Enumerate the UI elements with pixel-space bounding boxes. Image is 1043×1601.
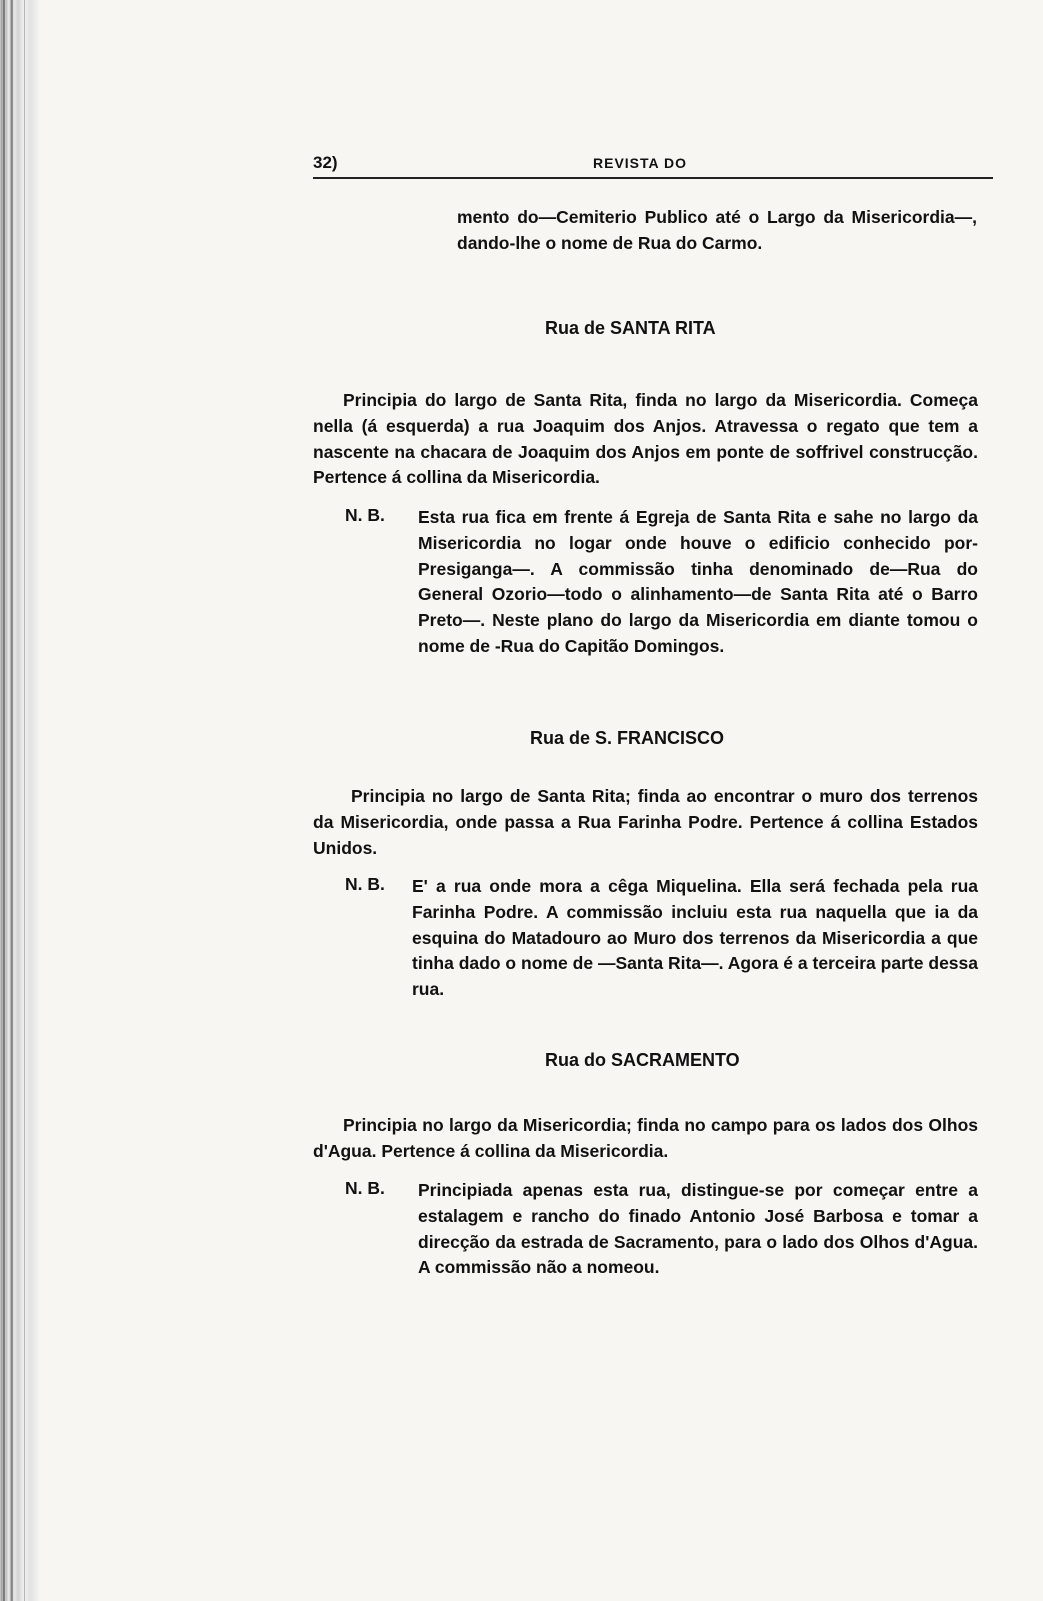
book-spine-edge — [0, 0, 40, 1601]
spine-line — [3, 0, 5, 1601]
page-number: 32) — [313, 153, 338, 172]
paragraph-sacramento: Principia no largo da Misericordia; finda no campo para os lados dos Olhos d'Agua. Pertence á collina da Misericordia. — [313, 1115, 978, 1161]
section-heading-sacramento: Rua do SACRAMENTO — [545, 1050, 740, 1070]
section-heading-santa-rita: Rua de SANTA RITA — [545, 318, 716, 338]
nb-note-santa-rita — [418, 505, 978, 660]
section-heading-sao-francisco: Rua de S. FRANCISCO — [530, 728, 725, 748]
paragraph-sao-francisco: Principia no largo de Santa Rita; finda ao encontrar o muro dos terrenos da Misericordia, onde passa a Rua Farinha Podre. Pertence á collina Estados Unidos. — [313, 786, 978, 858]
nb-note-sacramento: Principiada apenas esta rua, distingue-se por começar entre a estalagem e rancho do finado Antonio José Barbosa e tomar a direcção da estrada de Sacramento, para o lado dos Olhos d'Agua. A commissão não a nomeou. — [418, 1180, 978, 1278]
page-header — [313, 148, 993, 182]
nb-label-sacramento: N. B. — [345, 1178, 385, 1198]
spine-line — [24, 0, 25, 1601]
paragraph-santa-rita: Principia do largo de Santa Rita, finda no largo da Misericordia. Começa nella (á esquerda) a rua Joaquim dos Anjos. Atravessa o regato que tem a nascente na chacara de Joaquim dos Anjos em ponte de soffrivel construcção. Pertence á collina da Misericordia. — [313, 390, 978, 488]
nb-label-santa-rita: N. B. — [345, 505, 385, 525]
nb-label-sao-francisco: N. B. — [345, 874, 385, 894]
spine-line — [11, 0, 13, 1601]
running-head: REVISTA DO — [593, 155, 688, 171]
header-rule — [313, 177, 993, 179]
nb-note-text: Esta rua fica em frente á Egreja de Santa Rita e sahe no largo da Misericordia no logar onde houve o edificio conhecido por-Presiganga—. A commissão tinha denominado de—Rua do General Ozorio—todo o alinhamento—de Santa Rita até o Barro Preto—. Neste plano do largo da Misericordia em diante tomou o nome de -Rua do Capitão Domingos. — [418, 507, 978, 656]
nb-note-sao-francisco: E' a rua onde mora a cêga Miquelina. Ella será fechada pela rua Farinha Podre. A commissão incluiu esta rua naquella que ia da esquina do Matadouro ao Muro dos terrenos da Misericordia a que tinha dado o nome de —Santa Rita—. Agora é a terceira parte dessa rua. — [412, 876, 978, 1000]
intro-paragraph: mento do—Cemiterio Publico até o Largo da Misericordia—, dando-lhe o nome de Rua do Carmo. — [457, 207, 977, 253]
